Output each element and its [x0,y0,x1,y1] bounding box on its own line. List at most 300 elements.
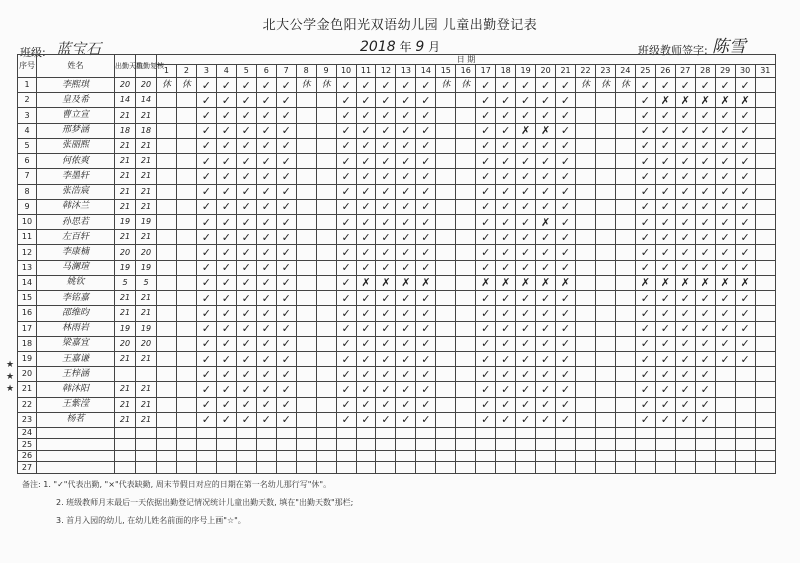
day-cell [615,123,635,138]
present-mark: ✓ [735,336,755,351]
present-mark: ✓ [675,306,695,321]
present-mark: ✓ [336,138,356,153]
absent-mark: ✗ [715,93,735,108]
day-cell [336,462,356,474]
present-mark: ✓ [655,382,675,397]
attend-days: 19 [115,214,136,229]
present-mark: ✓ [556,154,576,169]
day-cell [176,138,196,153]
present-mark: ✓ [715,336,735,351]
present-mark: ✓ [655,367,675,382]
present-mark: ✓ [416,306,436,321]
present-mark: ✓ [396,123,416,138]
day-cell [176,214,196,229]
day-cell [496,428,516,439]
absent-mark: ✗ [536,214,556,229]
col-attend-header: 出勤天数 [115,55,136,78]
present-mark: ✓ [675,245,695,260]
attend-days: 21 [115,138,136,153]
present-mark: ✓ [715,108,735,123]
present-mark: ✓ [356,412,376,427]
row-index: 7 [18,169,37,184]
present-mark: ✓ [216,382,236,397]
present-mark: ✓ [256,321,276,336]
review-days: 21 [136,397,157,412]
present-mark: ✓ [396,169,416,184]
day-cell [456,275,476,290]
table-row [18,154,776,169]
day-cell [595,138,615,153]
present-mark: ✓ [635,78,655,93]
present-mark: ✓ [256,123,276,138]
present-mark: ✓ [655,78,675,93]
present-mark: ✓ [416,184,436,199]
present-mark: ✓ [655,214,675,229]
present-mark: ✓ [516,199,536,214]
day-cell [556,439,576,450]
day-cell [296,138,316,153]
present-mark: ✓ [236,321,256,336]
table-row [18,321,776,336]
present-mark: ✓ [715,154,735,169]
review-days: 14 [136,93,157,108]
day-cell [456,108,476,123]
day-cell [655,450,675,461]
present-mark: ✓ [256,78,276,93]
day-cell [576,214,596,229]
table-row [18,78,776,93]
present-mark: ✓ [675,230,695,245]
present-mark: ✓ [715,306,735,321]
day-cell [755,78,775,93]
present-mark: ✓ [356,138,376,153]
child-name: 李墨轩 [37,169,115,184]
present-mark: ✓ [655,336,675,351]
day-header: 6 [256,65,276,78]
present-mark: ✓ [536,382,556,397]
present-mark: ✓ [496,412,516,427]
present-mark: ✓ [396,154,416,169]
attendance-table [17,54,776,474]
present-mark: ✓ [416,154,436,169]
present-mark: ✓ [356,123,376,138]
absent-mark: ✗ [635,275,655,290]
present-mark: ✓ [695,382,715,397]
absent-mark: ✗ [735,275,755,290]
day-cell [755,199,775,214]
day-cell [157,154,177,169]
present-mark: ✓ [336,184,356,199]
row-index: 11 [18,230,37,245]
present-mark: ✓ [276,275,296,290]
day-header: 24 [615,65,635,78]
day-cell [735,367,755,382]
present-mark: ✓ [496,306,516,321]
present-mark: ✓ [196,78,216,93]
day-cell [356,462,376,474]
present-mark: ✓ [236,199,256,214]
day-cell [576,291,596,306]
present-mark: ✓ [416,336,436,351]
day-cell [296,93,316,108]
day-cell [236,450,256,461]
present-mark: ✓ [376,397,396,412]
day-cell [316,382,336,397]
day-cell [556,428,576,439]
present-mark: ✓ [216,306,236,321]
absent-mark: ✗ [476,275,496,290]
present-mark: ✓ [276,184,296,199]
day-cell [615,382,635,397]
day-cell [396,439,416,450]
present-mark: ✓ [675,397,695,412]
row-index: 10 [18,214,37,229]
day-cell [695,450,715,461]
present-mark: ✓ [256,138,276,153]
present-mark: ✓ [376,245,396,260]
present-mark: ✓ [715,321,735,336]
present-mark: ✓ [695,108,715,123]
day-cell [376,462,396,474]
present-mark: ✓ [236,382,256,397]
day-cell [536,428,556,439]
present-mark: ✓ [216,93,236,108]
present-mark: ✓ [196,245,216,260]
day-cell [536,450,556,461]
present-mark: ✓ [416,351,436,366]
day-cell [176,123,196,138]
day-header: 10 [336,65,356,78]
present-mark: ✓ [236,214,256,229]
present-mark: ✓ [276,412,296,427]
day-cell [316,184,336,199]
first-month-stars [6,359,14,395]
rest-mark: 休 [456,78,476,93]
present-mark: ✓ [396,367,416,382]
review-days: 21 [136,412,157,427]
present-mark: ✓ [536,367,556,382]
present-mark: ✓ [675,184,695,199]
day-cell [176,291,196,306]
present-mark: ✓ [396,214,416,229]
day-cell [675,450,695,461]
present-mark: ✓ [635,306,655,321]
present-mark: ✓ [256,214,276,229]
day-cell [576,306,596,321]
present-mark: ✓ [356,214,376,229]
review-days: 21 [136,169,157,184]
child-name: 王紫滢 [37,397,115,412]
attend-days: 21 [115,184,136,199]
present-mark: ✓ [476,154,496,169]
review-days: 21 [136,382,157,397]
day-cell [755,351,775,366]
row-index: 6 [18,154,37,169]
absent-mark: ✗ [675,275,695,290]
day-cell [157,412,177,427]
day-cell [316,169,336,184]
present-mark: ✓ [396,108,416,123]
present-mark: ✓ [476,382,496,397]
present-mark: ✓ [635,367,655,382]
day-cell [595,306,615,321]
day-cell [595,154,615,169]
child-name: 皇及希 [37,93,115,108]
review-days [136,450,157,461]
present-mark: ✓ [336,154,356,169]
day-cell [576,260,596,275]
day-cell [176,367,196,382]
day-cell [615,397,635,412]
present-mark: ✓ [276,199,296,214]
present-mark: ✓ [256,260,276,275]
day-cell [316,93,336,108]
day-cell [615,367,635,382]
present-mark: ✓ [655,169,675,184]
day-cell [296,450,316,461]
day-cell [176,462,196,474]
review-days: 5 [136,275,157,290]
day-cell [176,351,196,366]
present-mark: ✓ [356,93,376,108]
present-mark: ✓ [276,367,296,382]
day-cell [336,439,356,450]
present-mark: ✓ [675,382,695,397]
present-mark: ✓ [396,412,416,427]
row-index: 15 [18,291,37,306]
star-icon: ★ [6,384,15,394]
day-cell [157,428,177,439]
day-cell [556,450,576,461]
present-mark: ✓ [396,78,416,93]
present-mark: ✓ [476,397,496,412]
present-mark: ✓ [276,260,296,275]
present-mark: ✓ [476,351,496,366]
day-header: 27 [675,65,695,78]
present-mark: ✓ [675,154,695,169]
child-name: 何侬爽 [37,154,115,169]
present-mark: ✓ [635,138,655,153]
present-mark: ✓ [735,306,755,321]
day-cell [576,108,596,123]
present-mark: ✓ [396,306,416,321]
day-cell [157,397,177,412]
present-mark: ✓ [416,199,436,214]
day-cell [176,199,196,214]
day-cell [615,184,635,199]
absent-mark: ✗ [516,275,536,290]
day-cell [176,412,196,427]
day-cell [436,412,456,427]
day-cell [316,351,336,366]
day-cell [595,428,615,439]
day-cell [595,93,615,108]
day-cell [615,199,635,214]
present-mark: ✓ [556,397,576,412]
day-cell [436,199,456,214]
review-days: 19 [136,214,157,229]
present-mark: ✓ [376,78,396,93]
attend-days: 20 [115,78,136,93]
day-cell [176,397,196,412]
day-cell [436,336,456,351]
day-cell [715,462,735,474]
child-name: 李铭嘉 [37,291,115,306]
day-cell [296,336,316,351]
present-mark: ✓ [256,245,276,260]
present-mark: ✓ [695,397,715,412]
present-mark: ✓ [556,230,576,245]
absent-mark: ✗ [376,275,396,290]
present-mark: ✓ [336,351,356,366]
present-mark: ✓ [216,154,236,169]
day-cell [755,367,775,382]
present-mark: ✓ [735,291,755,306]
day-cell [216,428,236,439]
day-cell [296,275,316,290]
present-mark: ✓ [256,382,276,397]
col-review-header: 出勤复核 [136,55,157,78]
day-cell [176,275,196,290]
day-header: 2 [176,65,196,78]
present-mark: ✓ [356,291,376,306]
present-mark: ✓ [675,123,695,138]
table-row [18,428,776,439]
present-mark: ✓ [635,260,655,275]
present-mark: ✓ [735,199,755,214]
day-cell [157,123,177,138]
day-header: 20 [536,65,556,78]
present-mark: ✓ [516,93,536,108]
present-mark: ✓ [556,199,576,214]
day-cell [416,439,436,450]
present-mark: ✓ [476,230,496,245]
present-mark: ✓ [276,306,296,321]
present-mark: ✓ [336,108,356,123]
day-cell [157,439,177,450]
present-mark: ✓ [536,154,556,169]
present-mark: ✓ [655,321,675,336]
present-mark: ✓ [635,154,655,169]
present-mark: ✓ [236,306,256,321]
present-mark: ✓ [496,351,516,366]
present-mark: ✓ [695,138,715,153]
present-mark: ✓ [416,230,436,245]
present-mark: ✓ [276,138,296,153]
present-mark: ✓ [476,169,496,184]
review-days: 21 [136,291,157,306]
present-mark: ✓ [655,138,675,153]
present-mark: ✓ [516,138,536,153]
day-cell [755,260,775,275]
present-mark: ✓ [655,245,675,260]
review-days: 21 [136,199,157,214]
day-cell [735,462,755,474]
day-cell [615,351,635,366]
day-cell [755,291,775,306]
present-mark: ✓ [695,412,715,427]
present-mark: ✓ [695,245,715,260]
day-cell [755,230,775,245]
present-mark: ✓ [496,108,516,123]
day-cell [236,462,256,474]
present-mark: ✓ [196,351,216,366]
attend-days [115,367,136,382]
present-mark: ✓ [695,336,715,351]
present-mark: ✓ [715,245,735,260]
day-cell [755,412,775,427]
child-name: 张丽熙 [37,138,115,153]
day-cell [576,138,596,153]
present-mark: ✓ [536,108,556,123]
present-mark: ✓ [496,291,516,306]
day-cell [176,184,196,199]
present-mark: ✓ [336,169,356,184]
day-cell [316,138,336,153]
present-mark: ✓ [675,214,695,229]
row-index: 21 [18,382,37,397]
day-cell [157,336,177,351]
present-mark: ✓ [376,367,396,382]
present-mark: ✓ [276,321,296,336]
day-cell [476,439,496,450]
attend-days: 21 [115,154,136,169]
table-row [18,397,776,412]
present-mark: ✓ [196,138,216,153]
day-cell [595,351,615,366]
day-cell [316,428,336,439]
present-mark: ✓ [476,260,496,275]
day-cell [436,184,456,199]
present-mark: ✓ [376,123,396,138]
present-mark: ✓ [635,199,655,214]
row-index: 16 [18,306,37,321]
day-cell [216,439,236,450]
present-mark: ✓ [655,291,675,306]
day-cell [196,439,216,450]
day-cell [176,154,196,169]
attend-days: 20 [115,245,136,260]
child-name: 姚钦 [37,275,115,290]
present-mark: ✓ [196,306,216,321]
day-cell [436,154,456,169]
present-mark: ✓ [396,230,416,245]
present-mark: ✓ [196,397,216,412]
present-mark: ✓ [496,199,516,214]
rest-mark: 休 [176,78,196,93]
day-cell [496,450,516,461]
day-cell [157,93,177,108]
day-cell [157,108,177,123]
day-cell [336,428,356,439]
present-mark: ✓ [216,397,236,412]
day-cell [436,351,456,366]
day-header: 21 [556,65,576,78]
child-name: 李熙琪 [37,78,115,93]
day-cell [576,169,596,184]
day-cell [456,351,476,366]
attend-days: 19 [115,260,136,275]
teacher-label: 班级教师签字: [638,44,708,57]
present-mark: ✓ [256,306,276,321]
row-index: 13 [18,260,37,275]
rest-mark: 休 [576,78,596,93]
day-cell [476,462,496,474]
present-mark: ✓ [336,78,356,93]
day-cell [576,336,596,351]
present-mark: ✓ [396,351,416,366]
day-cell [157,462,177,474]
